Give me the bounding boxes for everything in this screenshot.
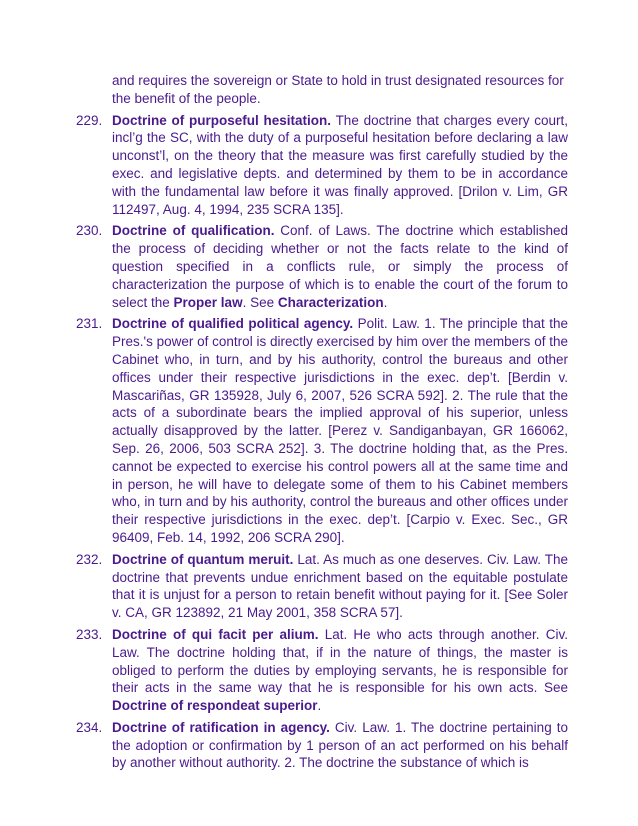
entry-body-mid: . See [242, 294, 278, 310]
entry-number: 231. [76, 316, 103, 332]
entry-body: Civ. Law. 1. The doctrine pertaining to the adoption or confirmation by 1 person of an act performed on his behalf by another without authority. 2. The doctrine the substance of which is [112, 719, 568, 771]
entry-body: The doctrine that charges every court, incl’g the SC, with the duty of a purposeful hesitation before declaring a law unconst’l, on the theory that the measure was first carefully studied by the exec. and legislative depts. and determined by them to be in accordance with the fundamental law before it was finally approved. [Drilon v. Lim, GR 112497, Aug. 4, 1994, 235 SCRA 135]. [112, 112, 568, 217]
entry-number: 229. [76, 112, 103, 128]
entry-body: Conf. of Laws. The doctrine which established the process of deciding whether or not the facts relate to the kind of question specified in a conflicts rule, or simply the process of characterization the purpose of which is to enable the court of the forum to select the [112, 223, 569, 310]
entry-229 [0, 112, 568, 219]
entry-number: 230. [76, 223, 103, 239]
cross-reference-characterization: Characterization [277, 294, 384, 310]
entry-232 [0, 551, 568, 622]
entry-body-tail: . [383, 294, 388, 310]
entry-term: Doctrine of ratification in agency. [112, 719, 330, 735]
entry-number: 233. [76, 626, 103, 642]
entry-term: Doctrine of qui facit per alium. [112, 626, 319, 642]
entry-term: Doctrine of qualified political agency. [112, 316, 354, 332]
entry-number: 232. [76, 551, 103, 567]
entry-body: Lat. As much as one deserves. Civ. Law. The doctrine that prevents undue enrichment based on the equitable postulate that it is unjust for a person to retain benefit without paying for it. [See Soler v. CA, GR 123892, 21 May 2001, 358 SCRA 57]. [112, 551, 568, 621]
cross-reference-proper-law: Proper law [173, 294, 243, 310]
continuation-text: and requires the sovereign or State to hold in trust designated resources for the benefit of the people. [112, 73, 564, 106]
entry-233 [0, 626, 568, 715]
cross-reference-respondeat-superior: Doctrine of respondeat superior [112, 698, 318, 714]
entry-body-tail: . [317, 698, 322, 714]
entry-body: Polit. Law. 1. The principle that the Pres.'s power of control is directly exercised by him over the members of the Cabinet who, in turn, and by his authority, control the bureaus and other offices under their respective jurisdictions in the exec. dep’t. [Berdin v. Mascariñas, GR 135928, July 6, 2007, 526 SCRA 592]. 2. The rule that the acts of a subordinate bears the implied approval of his superior, unless actually disapproved by the latter. [Perez v. Sandiganbayan, GR 166062, Sep. 26, 2006, 503 SCRA 252]. 3. The doctrine holding that, as the Pres. cannot be expected to exercise his control powers all at the same time and in person, he will have to delegate some of them to his Cabinet members who, in turn and by his authority, control the bureaus and other offices under their respective jurisdictions in the exec. dep’t. [Carpio v. Exec. Sec., GR 96409, Feb. 14, 1992, 206 SCRA 290]. [112, 316, 568, 545]
entry-230 [0, 222, 568, 311]
entry-231 [0, 315, 568, 546]
entry-term: Doctrine of quantum meruit. [112, 551, 294, 567]
entry-number: 234. [76, 719, 103, 735]
entry-term: Doctrine of purposeful hesitation. [112, 112, 332, 128]
entry-term: Doctrine of qualification. [112, 223, 275, 239]
entry-234 [0, 719, 568, 772]
entry-body: Lat. He who acts through another. Civ. Law. The doctrine holding that, if in the nature of things, the master is obliged to perform the duties by employing servants, he is responsible for their acts in the same way that he is responsible for his own acts. See [112, 626, 568, 696]
